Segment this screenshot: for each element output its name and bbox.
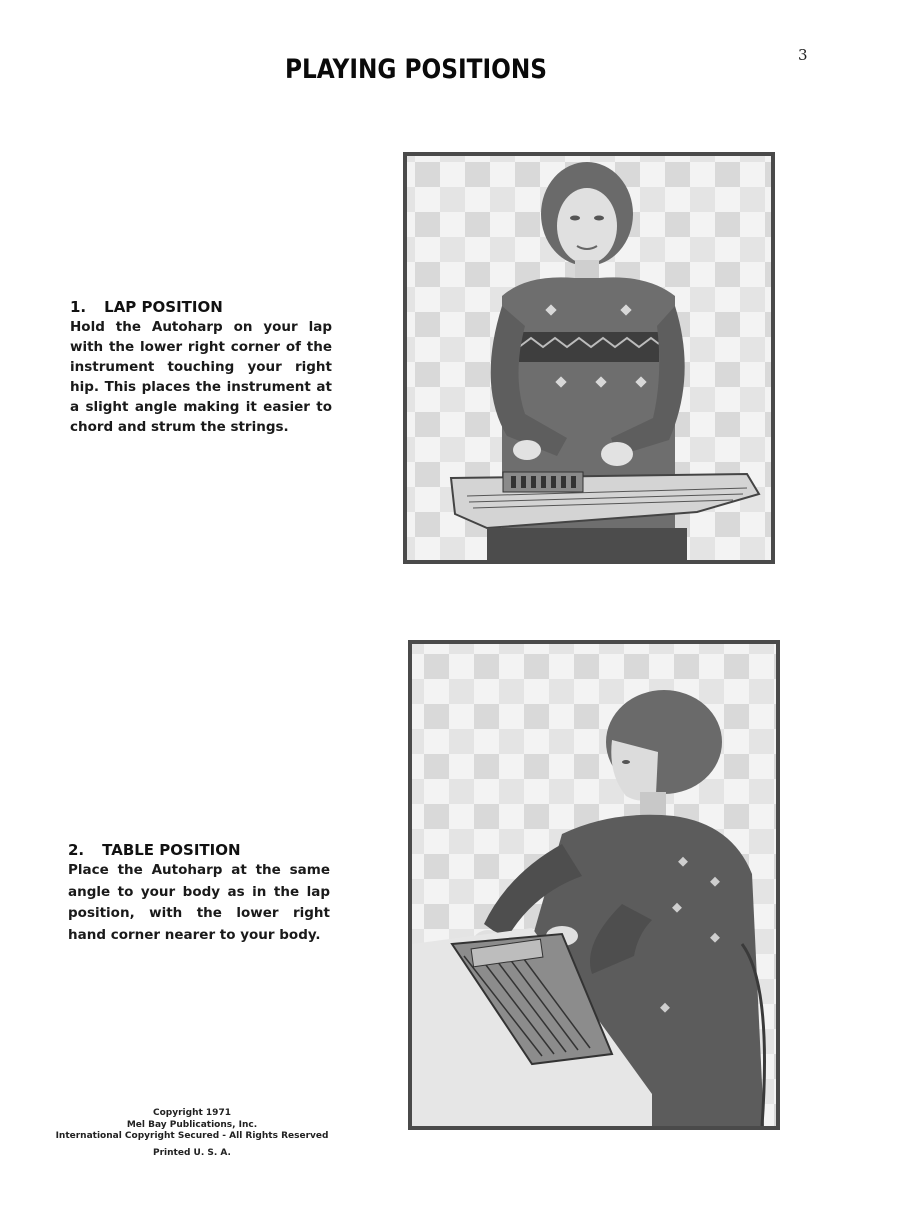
section-heading: [70, 297, 332, 317]
copyright-notice: [54, 1108, 330, 1159]
copyright-year: Copyright 1971: [153, 1108, 231, 1118]
table-position-section: [68, 840, 330, 946]
section-number: 1.: [70, 298, 87, 316]
publisher-name: Mel Bay Publications, Inc.: [126, 1119, 258, 1130]
printed-location: Printed U. S. A.: [153, 1147, 231, 1158]
table-position-photo: [408, 640, 780, 1130]
page-number: 3: [798, 46, 808, 64]
section-body: Place the Autoharp at the same angle to your body as in the lap position, with the lower right hand corner nearer to your body.: [68, 862, 330, 943]
page-title: PLAYING POSITIONS: [284, 54, 548, 85]
lap-position-section: [70, 297, 332, 437]
section-body: Hold the Autoharp on your lap with the lower right corner of the instrument touching your right hip. This places the instrument at a slight angle making it easier to chord and strum the strings.: [70, 319, 332, 435]
section-title: TABLE POSITION: [102, 841, 241, 859]
section-title: LAP POSITION: [104, 298, 223, 316]
rights-statement: International Copyright Secured - All Rights Reserved: [55, 1131, 329, 1141]
lap-position-photo: [403, 152, 775, 564]
section-heading: [68, 840, 330, 860]
section-number: 2.: [68, 841, 85, 859]
